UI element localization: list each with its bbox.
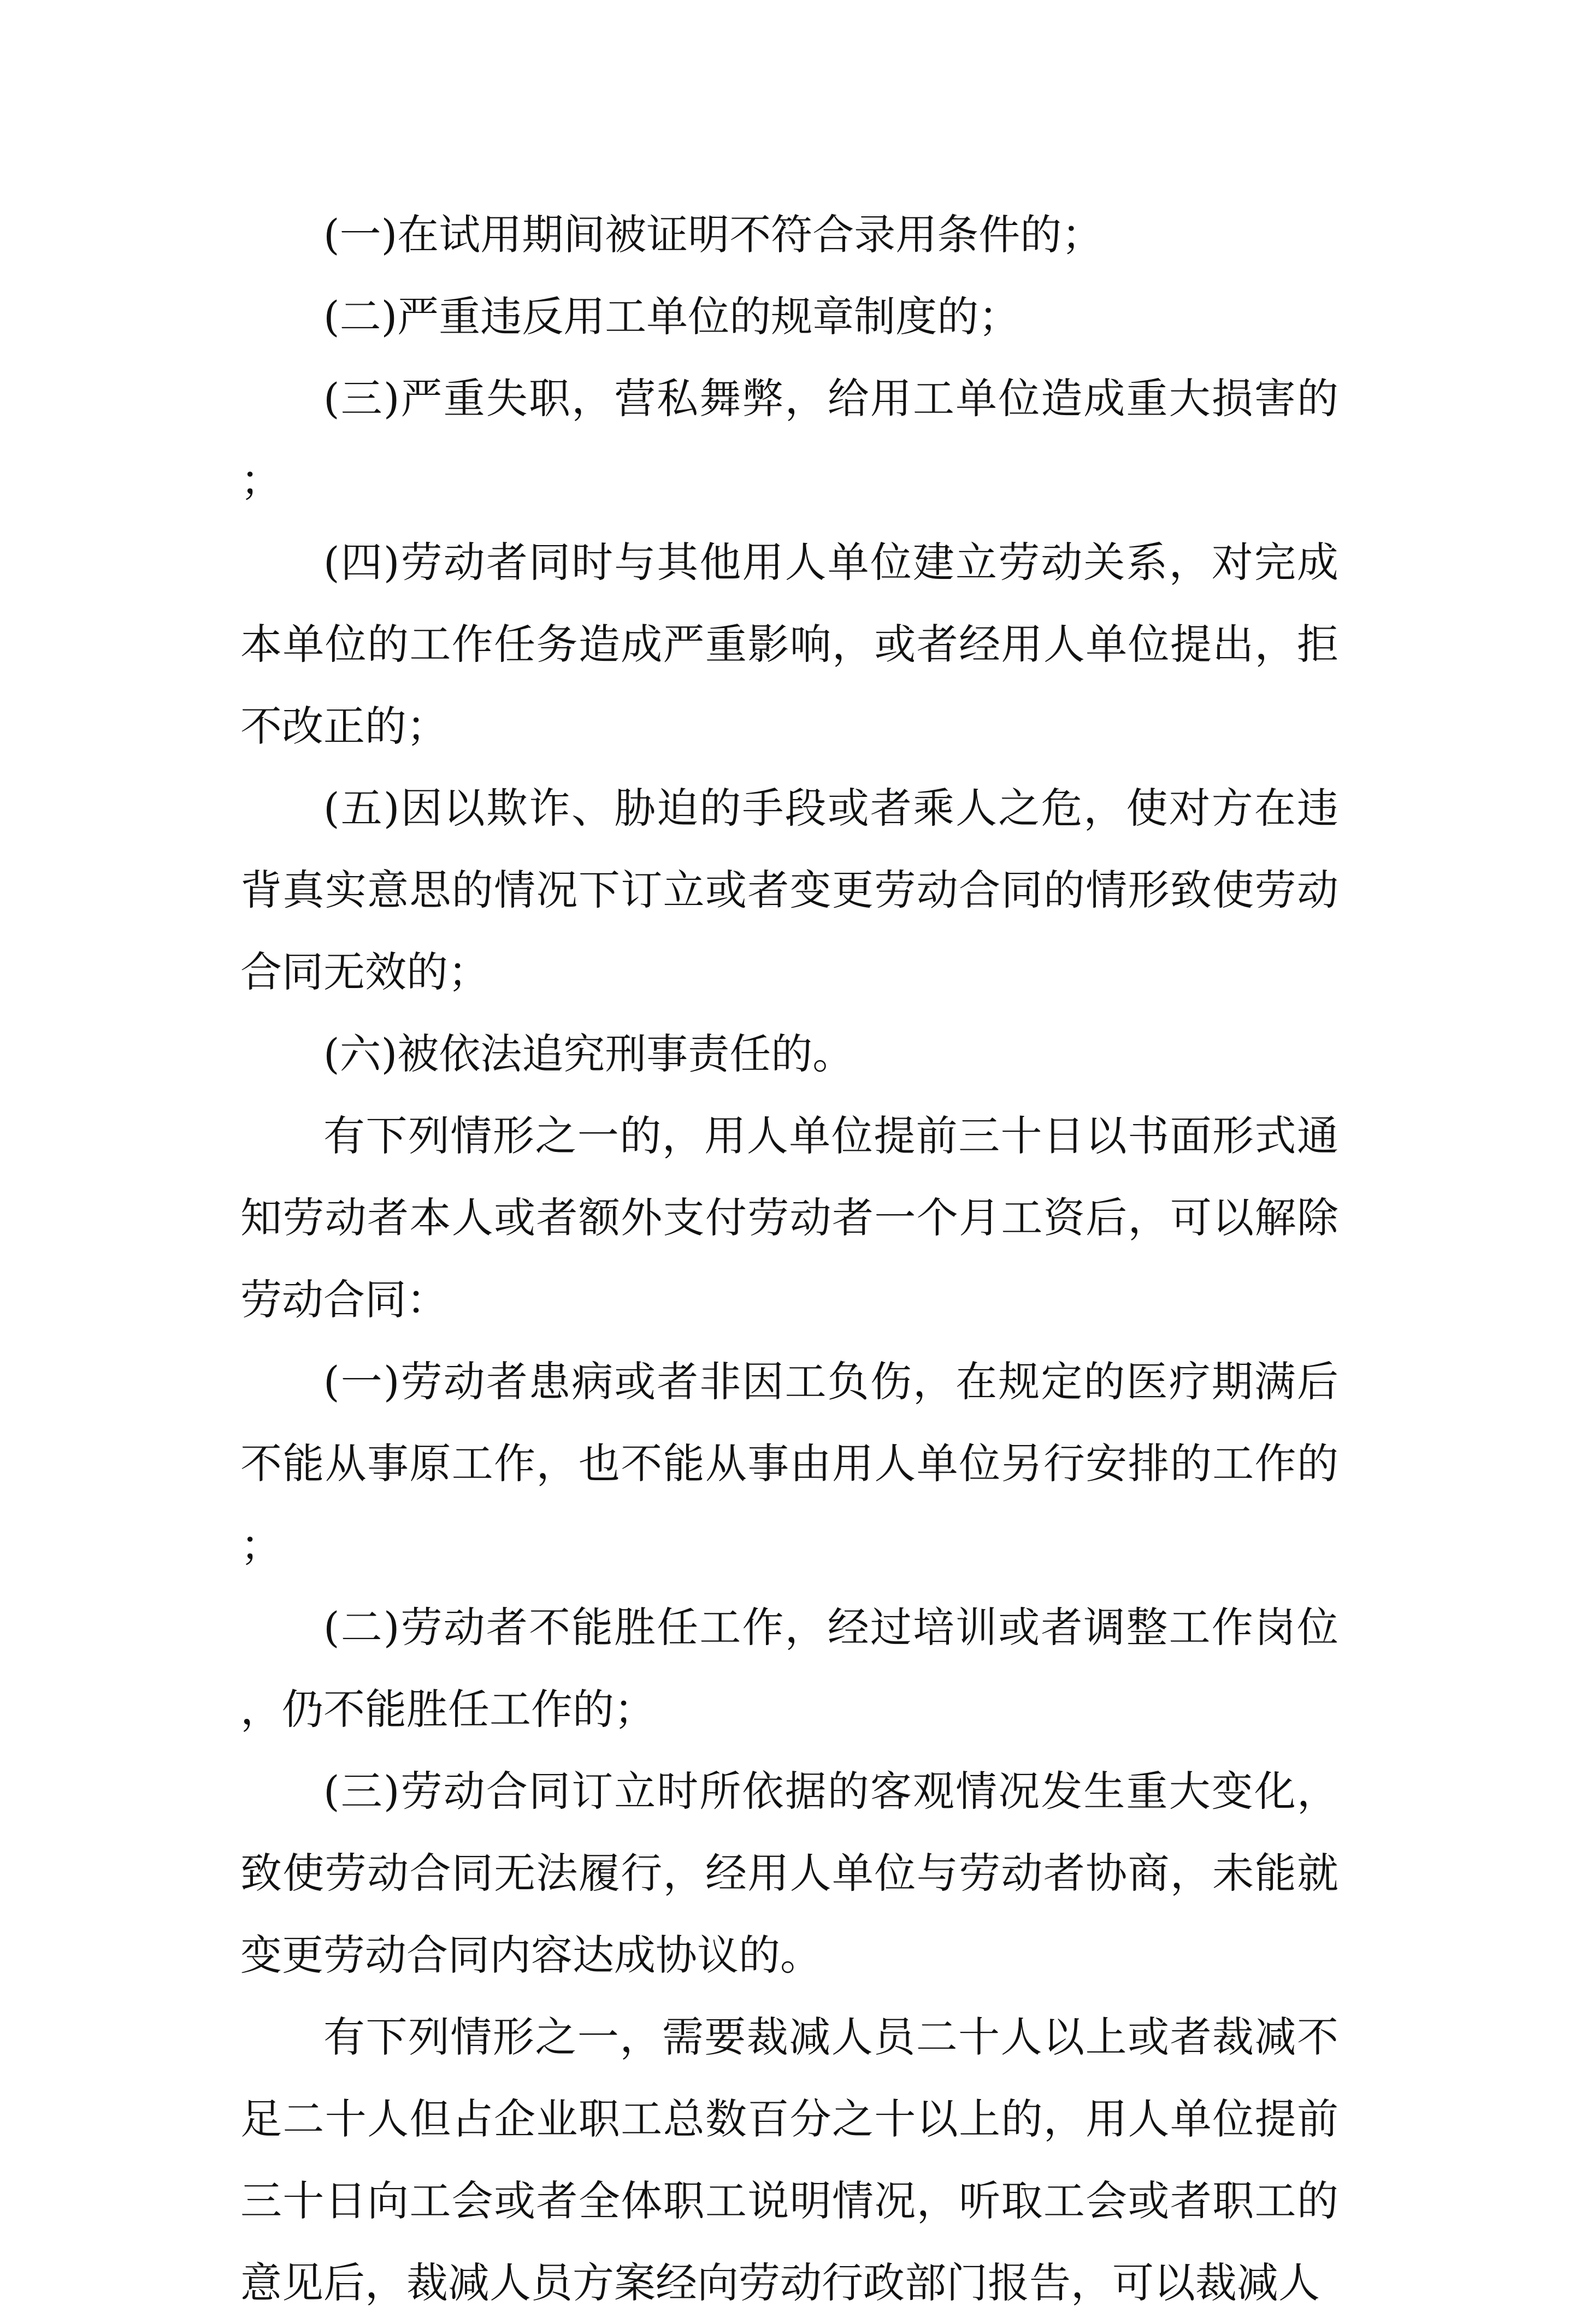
paragraph-item-4: (四)劳动者同时与其他用人单位建立劳动关系，对完成本单位的工作任务造成严重影响，或者经用人单位提出，拒不改正的； — [240, 538, 1338, 750]
paragraph-item-3: (三)严重失职，营私舞弊，给用工单位造成重大损害的； — [240, 374, 1338, 505]
paragraph-item-9: (二)劳动者不能胜任工作，经过培训或者调整工作岗位，仍不能胜任工作的； — [240, 1603, 1338, 1734]
paragraph-item-1: (一)在试用期间被证明不符合录用条件的； — [323, 210, 1104, 259]
paragraph-item-11: 有下列情形之一，需要裁减人员二十人以上或者裁减不足二十人但占企业职工总数百分之十以上的，用人单位提前三十日向工会或者全体职工说明情况，听取工会或者职工的意见后，裁减人员方案经向劳动行政部门报告，可以裁减人 — [240, 2013, 1338, 2307]
paragraph-item-8: (一)劳动者患病或者非因工负伤，在规定的医疗期满后不能从事原工作，也不能从事由用人单位另行安排的工作的； — [240, 1357, 1338, 1570]
paragraph-item-5: (五)因以欺诈、胁迫的手段或者乘人之危，使对方在违背真实意思的情况下订立或者变更劳动合同的情形致使劳动合同无效的； — [240, 784, 1338, 996]
document-body — [240, 194, 1338, 2324]
paragraph-item-6: (六)被依法追究刑事责任的。 — [323, 1030, 854, 1078]
paragraph-item-2: (二)严重违反用工单位的规章制度的； — [323, 292, 1020, 341]
paragraph-item-10: (三)劳动合同订立时所依据的客观情况发生重大变化，致使劳动合同无法履行，经用人单位与劳动者协商，未能就变更劳动合同内容达成协议的。 — [240, 1767, 1338, 1979]
paragraph-item-7: 有下列情形之一的，用人单位提前三十日以书面形式通知劳动者本人或者额外支付劳动者一个月工资后，可以解除劳动合同： — [240, 1111, 1338, 1324]
